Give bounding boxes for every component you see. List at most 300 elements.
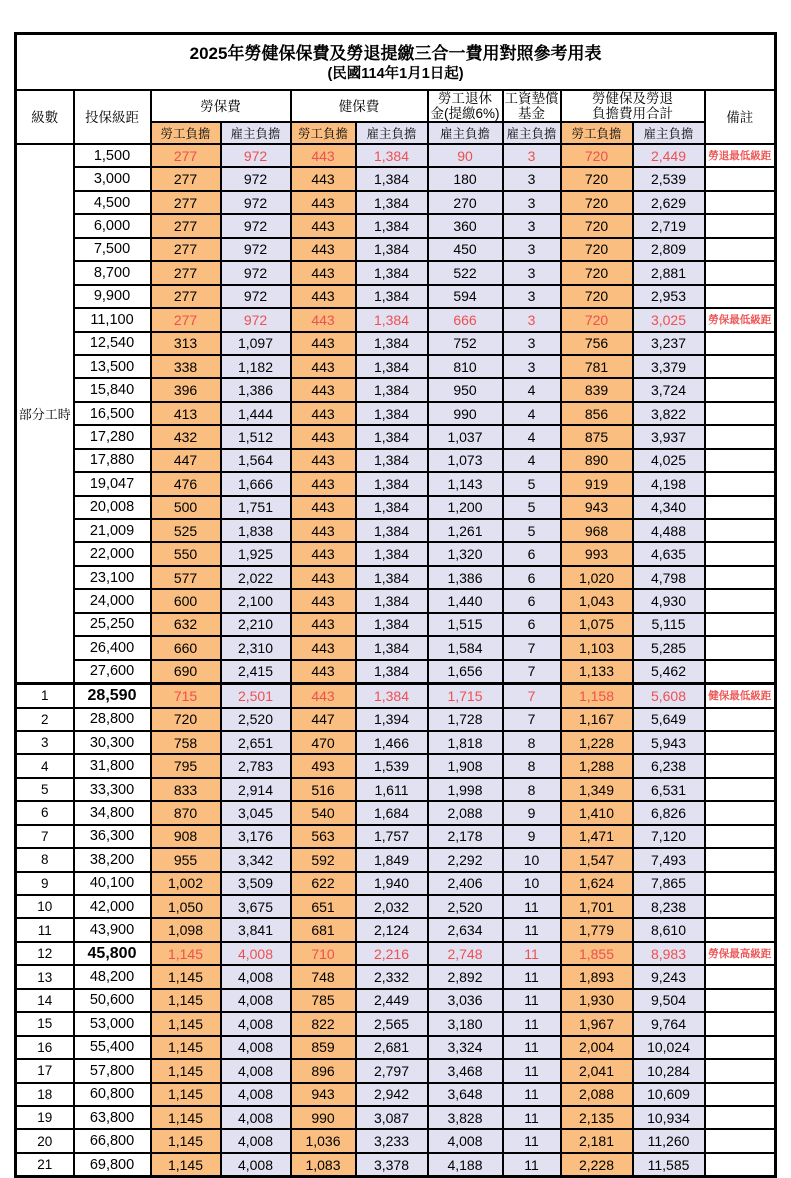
- cell-wage-fund-employer: 3: [503, 355, 561, 378]
- cell-health-ins-employer: 1,384: [356, 472, 428, 495]
- cell-bracket: 63,800: [74, 1106, 151, 1129]
- header-wage-fund: 工資墊償 基金: [504, 91, 559, 121]
- cell-bracket: 42,000: [74, 895, 151, 918]
- cell-health-ins-employee: 443: [291, 378, 356, 401]
- cell-remark: 勞保最高級距: [705, 942, 776, 965]
- cell-remark: [705, 285, 776, 308]
- cell-bracket: 28,590: [74, 684, 151, 708]
- cell-total-employer: 2,539: [633, 167, 705, 190]
- cell-total-employee: 2,041: [561, 1059, 633, 1082]
- cell-total-employee: 1,103: [561, 636, 633, 659]
- table-row: [16, 848, 776, 871]
- cell-health-ins-employee: 859: [291, 1036, 356, 1059]
- cell-remark: [705, 872, 776, 895]
- cell-total-employer: 5,943: [633, 731, 705, 754]
- cell-wage-fund-employer: 3: [503, 214, 561, 237]
- cell-health-ins-employee: 443: [291, 660, 356, 684]
- cell-part-time-label: 部分工時: [16, 144, 74, 684]
- cell-labor-ins-employee: 277: [151, 238, 221, 261]
- cell-wage-fund-employer: 11: [503, 895, 561, 918]
- cell-pension-employer: 1,037: [428, 425, 503, 448]
- cell-remark: [705, 778, 776, 801]
- table-row: [16, 684, 776, 708]
- cell-labor-ins-employee: 500: [151, 496, 221, 519]
- cell-health-ins-employee: 651: [291, 895, 356, 918]
- cell-remark: [705, 1083, 776, 1106]
- cell-wage-fund-employer: 3: [503, 308, 561, 331]
- cell-labor-ins-employee: 277: [151, 167, 221, 190]
- cell-total-employer: 5,462: [633, 660, 705, 684]
- cell-labor-ins-employee: 660: [151, 636, 221, 659]
- cell-pension-employer: 450: [428, 238, 503, 261]
- cell-health-ins-employee: 443: [291, 684, 356, 708]
- cell-remark: [705, 332, 776, 355]
- cell-health-ins-employer: 1,384: [356, 636, 428, 659]
- cell-health-ins-employee: 443: [291, 566, 356, 589]
- cell-level: 5: [16, 778, 74, 801]
- cell-pension-employer: 3,468: [428, 1059, 503, 1082]
- cell-labor-ins-employee: 1,145: [151, 1036, 221, 1059]
- cell-labor-ins-employer: 972: [221, 167, 291, 190]
- cell-labor-ins-employee: 955: [151, 848, 221, 871]
- cell-health-ins-employee: 443: [291, 402, 356, 425]
- cell-health-ins-employer: 2,449: [356, 989, 428, 1012]
- cell-total-employee: 1,228: [561, 731, 633, 754]
- cell-health-ins-employer: 1,384: [356, 402, 428, 425]
- subheader-pension-employer: 雇主負擔: [428, 122, 503, 144]
- cell-remark: [705, 708, 776, 731]
- cell-wage-fund-employer: 11: [503, 965, 561, 988]
- cell-health-ins-employer: 1,384: [356, 308, 428, 331]
- cell-health-ins-employer: 1,384: [356, 496, 428, 519]
- cell-health-ins-employee: 443: [291, 589, 356, 612]
- table-row: [16, 402, 776, 425]
- cell-total-employee: 720: [561, 238, 633, 261]
- cell-bracket: 27,600: [74, 660, 151, 684]
- table-row: [16, 660, 776, 684]
- cell-labor-ins-employee: 833: [151, 778, 221, 801]
- cell-level: 19: [16, 1106, 74, 1129]
- cell-bracket: 17,880: [74, 449, 151, 472]
- cell-pension-employer: 2,520: [428, 895, 503, 918]
- cell-remark: [705, 754, 776, 777]
- cell-health-ins-employer: 1,384: [356, 519, 428, 542]
- cell-health-ins-employer: 1,384: [356, 332, 428, 355]
- cell-health-ins-employee: 443: [291, 238, 356, 261]
- cell-health-ins-employee: 563: [291, 825, 356, 848]
- cell-bracket: 12,540: [74, 332, 151, 355]
- cell-labor-ins-employer: 972: [221, 308, 291, 331]
- cell-remark: [705, 895, 776, 918]
- cell-wage-fund-employer: 9: [503, 801, 561, 824]
- cell-remark: [705, 238, 776, 261]
- cell-total-employer: 4,635: [633, 542, 705, 565]
- table-row: [16, 589, 776, 612]
- header-labor-insurance: 勞保費: [151, 90, 291, 122]
- cell-bracket: 53,000: [74, 1012, 151, 1035]
- cell-health-ins-employer: 2,681: [356, 1036, 428, 1059]
- cell-labor-ins-employee: 795: [151, 754, 221, 777]
- cell-wage-fund-employer: 3: [503, 285, 561, 308]
- cell-remark: [705, 1036, 776, 1059]
- cell-total-employer: 2,953: [633, 285, 705, 308]
- cell-labor-ins-employer: 3,675: [221, 895, 291, 918]
- cell-health-ins-employee: 443: [291, 167, 356, 190]
- cell-wage-fund-employer: 3: [503, 332, 561, 355]
- cell-remark: [705, 613, 776, 636]
- cell-remark: [705, 355, 776, 378]
- cell-wage-fund-employer: 6: [503, 613, 561, 636]
- cell-health-ins-employer: 1,757: [356, 825, 428, 848]
- cell-level: 12: [16, 942, 74, 965]
- table-row: [16, 942, 776, 965]
- cell-health-ins-employer: 3,087: [356, 1106, 428, 1129]
- cell-wage-fund-employer: 4: [503, 378, 561, 401]
- cell-total-employer: 4,025: [633, 449, 705, 472]
- cell-total-employer: 4,930: [633, 589, 705, 612]
- cell-total-employee: 1,701: [561, 895, 633, 918]
- cell-total-employee: 720: [561, 308, 633, 331]
- cell-health-ins-employee: 1,036: [291, 1129, 356, 1152]
- cell-total-employer: 2,809: [633, 238, 705, 261]
- cell-bracket: 19,047: [74, 472, 151, 495]
- cell-level: 21: [16, 1153, 74, 1177]
- cell-bracket: 34,800: [74, 801, 151, 824]
- cell-health-ins-employee: 785: [291, 989, 356, 1012]
- cell-wage-fund-employer: 6: [503, 542, 561, 565]
- cell-labor-ins-employer: 2,520: [221, 708, 291, 731]
- cell-remark: 勞退最低級距: [705, 144, 776, 167]
- cell-pension-employer: 1,386: [428, 566, 503, 589]
- cell-health-ins-employee: 943: [291, 1083, 356, 1106]
- cell-pension-employer: 1,656: [428, 660, 503, 684]
- cell-labor-ins-employer: 972: [221, 285, 291, 308]
- cell-pension-employer: 1,200: [428, 496, 503, 519]
- cell-wage-fund-employer: 3: [503, 191, 561, 214]
- cell-bracket: 6,000: [74, 214, 151, 237]
- cell-labor-ins-employer: 2,783: [221, 754, 291, 777]
- cell-labor-ins-employee: 338: [151, 355, 221, 378]
- cell-health-ins-employer: 1,384: [356, 378, 428, 401]
- cell-pension-employer: 2,088: [428, 801, 503, 824]
- table-row: [16, 355, 776, 378]
- cell-bracket: 45,800: [74, 942, 151, 965]
- cell-pension-employer: 180: [428, 167, 503, 190]
- cell-health-ins-employee: 443: [291, 496, 356, 519]
- cell-labor-ins-employer: 1,751: [221, 496, 291, 519]
- cell-wage-fund-employer: 3: [503, 144, 561, 167]
- cell-health-ins-employee: 470: [291, 731, 356, 754]
- cell-bracket: 13,500: [74, 355, 151, 378]
- cell-total-employer: 8,610: [633, 918, 705, 941]
- cell-remark: [705, 965, 776, 988]
- cell-wage-fund-employer: 11: [503, 1012, 561, 1035]
- cell-pension-employer: 1,440: [428, 589, 503, 612]
- cell-remark: [705, 1059, 776, 1082]
- cell-level: 14: [16, 989, 74, 1012]
- cell-labor-ins-employee: 313: [151, 332, 221, 355]
- cell-total-employee: 1,855: [561, 942, 633, 965]
- cell-bracket: 28,800: [74, 708, 151, 731]
- cell-level: 16: [16, 1036, 74, 1059]
- cell-labor-ins-employer: 2,310: [221, 636, 291, 659]
- cell-health-ins-employee: 443: [291, 308, 356, 331]
- cell-level: 15: [16, 1012, 74, 1035]
- cell-wage-fund-employer: 7: [503, 636, 561, 659]
- cell-health-ins-employee: 443: [291, 449, 356, 472]
- cell-pension-employer: 522: [428, 261, 503, 284]
- cell-remark: 勞保最低級距: [705, 308, 776, 331]
- cell-wage-fund-employer: 9: [503, 825, 561, 848]
- cell-health-ins-employer: 1,384: [356, 589, 428, 612]
- cell-health-ins-employee: 443: [291, 191, 356, 214]
- cell-health-ins-employee: 990: [291, 1106, 356, 1129]
- cell-wage-fund-employer: 5: [503, 519, 561, 542]
- cell-bracket: 43,900: [74, 918, 151, 941]
- cell-pension-employer: 1,998: [428, 778, 503, 801]
- cell-health-ins-employer: 1,384: [356, 566, 428, 589]
- cell-labor-ins-employee: 1,145: [151, 1153, 221, 1177]
- cell-wage-fund-employer: 7: [503, 660, 561, 684]
- cell-health-ins-employee: 443: [291, 355, 356, 378]
- cell-bracket: 20,008: [74, 496, 151, 519]
- table-row: [16, 1153, 776, 1177]
- cell-labor-ins-employee: 277: [151, 144, 221, 167]
- title-cell: [16, 34, 776, 91]
- table-row: [16, 261, 776, 284]
- cell-wage-fund-employer: 11: [503, 1106, 561, 1129]
- header-bracket: 投保級距: [74, 90, 151, 144]
- cell-labor-ins-employer: 3,045: [221, 801, 291, 824]
- cell-health-ins-employee: 447: [291, 708, 356, 731]
- table-row: [16, 378, 776, 401]
- cell-health-ins-employer: 1,384: [356, 191, 428, 214]
- cell-health-ins-employee: 493: [291, 754, 356, 777]
- cell-labor-ins-employee: 600: [151, 589, 221, 612]
- cell-health-ins-employer: 1,384: [356, 425, 428, 448]
- cell-health-ins-employee: 443: [291, 519, 356, 542]
- cell-remark: [705, 167, 776, 190]
- cell-labor-ins-employee: 1,145: [151, 965, 221, 988]
- cell-total-employer: 3,724: [633, 378, 705, 401]
- cell-bracket: 69,800: [74, 1153, 151, 1177]
- cell-health-ins-employee: 896: [291, 1059, 356, 1082]
- cell-total-employee: 1,893: [561, 965, 633, 988]
- cell-wage-fund-employer: 8: [503, 731, 561, 754]
- cell-total-employer: 3,379: [633, 355, 705, 378]
- cell-remark: [705, 1153, 776, 1177]
- cell-labor-ins-employer: 4,008: [221, 1012, 291, 1035]
- cell-wage-fund-employer: 6: [503, 566, 561, 589]
- cell-labor-ins-employer: 4,008: [221, 942, 291, 965]
- cell-wage-fund-employer: 7: [503, 684, 561, 708]
- cell-bracket: 9,900: [74, 285, 151, 308]
- cell-health-ins-employer: 1,384: [356, 285, 428, 308]
- cell-total-employee: 1,349: [561, 778, 633, 801]
- subheader-wage-fund-employer: 雇主負擔: [503, 122, 561, 144]
- cell-wage-fund-employer: 5: [503, 472, 561, 495]
- cell-labor-ins-employee: 550: [151, 542, 221, 565]
- cell-labor-ins-employee: 632: [151, 613, 221, 636]
- table-row: [16, 472, 776, 495]
- cell-total-employee: 1,158: [561, 684, 633, 708]
- table-body: [16, 144, 776, 1177]
- cell-total-employer: 3,822: [633, 402, 705, 425]
- cell-total-employee: 720: [561, 214, 633, 237]
- cell-remark: 健保最低級距: [705, 684, 776, 708]
- cell-pension-employer: 3,648: [428, 1083, 503, 1106]
- cell-pension-employer: 3,036: [428, 989, 503, 1012]
- cell-total-employee: 1,288: [561, 754, 633, 777]
- cell-total-employee: 1,167: [561, 708, 633, 731]
- cell-pension-employer: 4,188: [428, 1153, 503, 1177]
- cell-health-ins-employee: 1,083: [291, 1153, 356, 1177]
- cell-pension-employer: 1,584: [428, 636, 503, 659]
- cell-bracket: 3,000: [74, 167, 151, 190]
- cell-health-ins-employee: 443: [291, 636, 356, 659]
- cell-remark: [705, 1012, 776, 1035]
- cell-level: 3: [16, 731, 74, 754]
- cell-bracket: 31,800: [74, 754, 151, 777]
- cell-bracket: 60,800: [74, 1083, 151, 1106]
- cell-health-ins-employer: 1,466: [356, 731, 428, 754]
- subheader-total-employee: 勞工負擔: [561, 122, 633, 144]
- cell-total-employer: 11,260: [633, 1129, 705, 1152]
- cell-labor-ins-employer: 972: [221, 191, 291, 214]
- cell-total-employee: 1,133: [561, 660, 633, 684]
- cell-bracket: 50,600: [74, 989, 151, 1012]
- cell-pension-employer: 1,728: [428, 708, 503, 731]
- table-row: [16, 731, 776, 754]
- cell-health-ins-employee: 443: [291, 261, 356, 284]
- cell-total-employee: 1,410: [561, 801, 633, 824]
- table-row: [16, 191, 776, 214]
- cell-health-ins-employer: 1,384: [356, 684, 428, 708]
- cell-health-ins-employee: 443: [291, 144, 356, 167]
- cell-bracket: 11,100: [74, 308, 151, 331]
- cell-wage-fund-employer: 10: [503, 872, 561, 895]
- cell-remark: [705, 1129, 776, 1152]
- cell-bracket: 16,500: [74, 402, 151, 425]
- table-row: [16, 425, 776, 448]
- cell-level: 6: [16, 801, 74, 824]
- cell-total-employee: 1,075: [561, 613, 633, 636]
- cell-pension-employer: 2,892: [428, 965, 503, 988]
- cell-wage-fund-employer: 11: [503, 989, 561, 1012]
- cell-total-employee: 781: [561, 355, 633, 378]
- table-row: [16, 1036, 776, 1059]
- table-row: [16, 989, 776, 1012]
- cell-labor-ins-employee: 1,002: [151, 872, 221, 895]
- header-pension: 勞工退休 金(提繳6%): [428, 90, 503, 122]
- cell-health-ins-employee: 443: [291, 472, 356, 495]
- cell-level: 13: [16, 965, 74, 988]
- cell-bracket: 17,280: [74, 425, 151, 448]
- cell-health-ins-employee: 443: [291, 285, 356, 308]
- header-level: 級數: [16, 90, 74, 144]
- cell-bracket: 30,300: [74, 731, 151, 754]
- table-row: [16, 613, 776, 636]
- cell-labor-ins-employer: 1,512: [221, 425, 291, 448]
- table-row: [16, 332, 776, 355]
- cell-total-employer: 5,649: [633, 708, 705, 731]
- cell-health-ins-employee: 540: [291, 801, 356, 824]
- cell-labor-ins-employee: 870: [151, 801, 221, 824]
- cell-bracket: 4,500: [74, 191, 151, 214]
- cell-total-employer: 10,609: [633, 1083, 705, 1106]
- cell-labor-ins-employee: 1,145: [151, 989, 221, 1012]
- cell-wage-fund-employer: 11: [503, 1059, 561, 1082]
- cell-health-ins-employer: 2,797: [356, 1059, 428, 1082]
- subheader-health-ins-employer: 雇主負擔: [356, 122, 428, 144]
- cell-health-ins-employee: 681: [291, 918, 356, 941]
- cell-health-ins-employer: 1,384: [356, 261, 428, 284]
- table-row: [16, 825, 776, 848]
- cell-remark: [705, 261, 776, 284]
- cell-remark: [705, 519, 776, 542]
- cell-total-employer: 2,719: [633, 214, 705, 237]
- cell-level: 18: [16, 1083, 74, 1106]
- cell-remark: [705, 918, 776, 941]
- cell-labor-ins-employer: 2,100: [221, 589, 291, 612]
- cell-remark: [705, 1106, 776, 1129]
- cell-remark: [705, 214, 776, 237]
- cell-bracket: 15,840: [74, 378, 151, 401]
- cell-labor-ins-employer: 972: [221, 261, 291, 284]
- subheader-labor-ins-employee: 勞工負擔: [151, 122, 221, 144]
- title-row: [16, 34, 776, 91]
- cell-wage-fund-employer: 4: [503, 425, 561, 448]
- cell-total-employee: 2,004: [561, 1036, 633, 1059]
- cell-wage-fund-employer: 7: [503, 708, 561, 731]
- cell-total-employer: 9,504: [633, 989, 705, 1012]
- cell-bracket: 57,800: [74, 1059, 151, 1082]
- cell-remark: [705, 660, 776, 684]
- cell-total-employee: 1,779: [561, 918, 633, 941]
- cell-health-ins-employer: 1,384: [356, 660, 428, 684]
- table-row: [16, 965, 776, 988]
- table-row: [16, 1012, 776, 1035]
- subheader-total-employer: 雇主負擔: [633, 122, 705, 144]
- cell-pension-employer: 3,828: [428, 1106, 503, 1129]
- cell-pension-employer: 2,748: [428, 942, 503, 965]
- cell-labor-ins-employee: 1,145: [151, 942, 221, 965]
- table-row: [16, 754, 776, 777]
- cell-total-employer: 2,449: [633, 144, 705, 167]
- cell-total-employee: 720: [561, 261, 633, 284]
- cell-labor-ins-employer: 3,176: [221, 825, 291, 848]
- cell-pension-employer: 1,818: [428, 731, 503, 754]
- cell-health-ins-employer: 2,332: [356, 965, 428, 988]
- cell-remark: [705, 378, 776, 401]
- table-row: [16, 144, 776, 167]
- cell-health-ins-employer: 2,565: [356, 1012, 428, 1035]
- cell-pension-employer: 950: [428, 378, 503, 401]
- cell-bracket: 21,009: [74, 519, 151, 542]
- cell-total-employer: 10,284: [633, 1059, 705, 1082]
- cell-labor-ins-employee: 277: [151, 214, 221, 237]
- cell-total-employer: 7,120: [633, 825, 705, 848]
- cell-total-employee: 720: [561, 144, 633, 167]
- cell-wage-fund-employer: 3: [503, 167, 561, 190]
- cell-labor-ins-employee: 1,050: [151, 895, 221, 918]
- premium-reference-table: [14, 32, 777, 1178]
- subheader-health-ins-employee: 勞工負擔: [291, 122, 356, 144]
- table-row: [16, 519, 776, 542]
- cell-wage-fund-employer: 11: [503, 1153, 561, 1177]
- cell-bracket: 7,500: [74, 238, 151, 261]
- cell-health-ins-employer: 1,384: [356, 542, 428, 565]
